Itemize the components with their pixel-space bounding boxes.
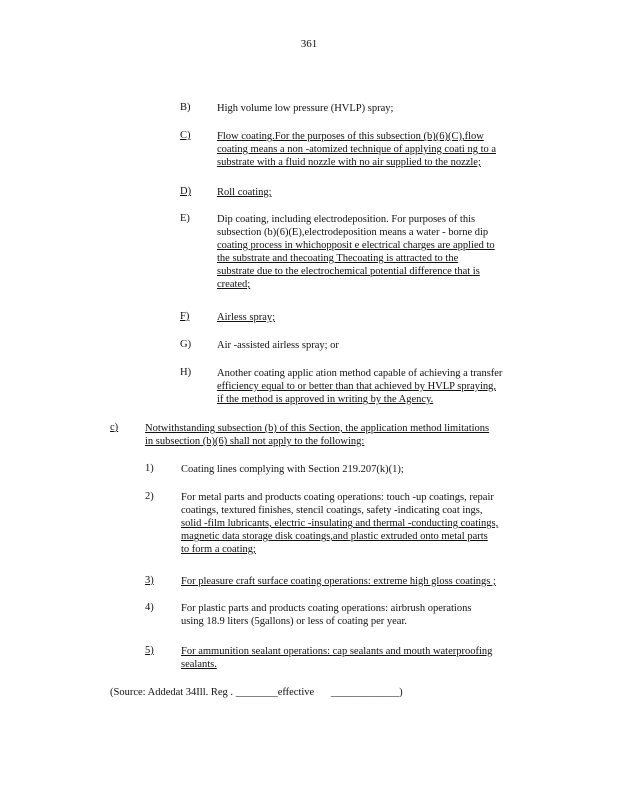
exemption-item-0-label: 1) <box>145 463 154 474</box>
clause-item-0-label: B) <box>180 102 191 113</box>
section-c-label: c) <box>110 422 119 433</box>
clause-item-6-label: H) <box>180 367 192 378</box>
exemption-item-1-text-line: magnetic data storage disk coatings,and plastic extruded onto metal parts <box>181 531 488 542</box>
clause-item-3-text-line: the substrate and thecoating Thecoating is attracted to the <box>217 253 459 264</box>
clause-item-1-text-line: coating means a non -atomized technique of applying coati ng to a <box>217 144 497 155</box>
clause-item-3-text-line: coating process in whichopposit e electrical charges are applied to <box>217 240 495 251</box>
page-number: 361 <box>300 38 318 50</box>
clause-item-3-text-line: substrate due to the electrochemical potential difference that is <box>217 266 480 277</box>
source-blank-date: ________ <box>235 687 278 698</box>
exemption-item-2-label: 3) <box>145 575 154 586</box>
exemption-item-1-label: 2) <box>145 491 154 502</box>
exemption-item-3-text-line: using 18.9 liters (5gallons) or less of coating per year. <box>181 616 407 627</box>
clause-item-6-text-line: efficiency equal to or better than that achieved by HVLP spraying, <box>217 381 497 392</box>
source-prefix: (Source: Addedat 34Ill. Reg . <box>110 687 234 698</box>
exemption-item-3-label: 4) <box>145 602 154 613</box>
clause-item-5-text-line: Air -assisted airless spray; or <box>217 340 339 351</box>
exemption-item-4-text-line: For ammunition sealant operations: cap sealants and mouth waterproofing <box>181 646 493 657</box>
source-blank-effective: _____________) <box>330 687 403 698</box>
exemption-item-1-text-line: to form a coating; <box>181 544 256 555</box>
exemption-item-4-text-line: sealants. <box>181 659 217 670</box>
exemption-item-3-text-line: For plastic parts and products coating operations: airbrush operations <box>181 603 472 614</box>
exemption-item-1-text-line: coatings, textured finishes, stencil coatings, safety -indicating coat ings, <box>181 505 483 516</box>
clause-item-3-text-line: created; <box>217 279 251 290</box>
exemption-item-0-text-line: Coating lines complying with Section 219.207(k)(1); <box>181 464 404 475</box>
clause-item-1-text-line: Flow coating.For the purposes of this subsection (b)(6)(C),flow <box>217 131 484 142</box>
clause-item-6-text-line: Another coating applic ation method capable of achieving a transfer <box>217 368 503 379</box>
source-effective: effective <box>277 687 315 698</box>
clause-item-5-label: G) <box>180 339 192 350</box>
clause-item-1-label: C) <box>180 130 191 141</box>
exemption-item-4-label: 5) <box>145 645 154 656</box>
clause-item-3-text-line: subsection (b)(6)(E),electrodeposition means a water - borne dip <box>217 227 489 238</box>
section-c-text-line: in subsection (b)(6) shall not apply to the following: <box>145 436 365 447</box>
clause-item-6-text-line: if the method is approved in writing by the Agency. <box>217 394 434 405</box>
clause-item-2-text-line: Roll coating; <box>217 187 272 198</box>
clause-item-4-text-line: Airless spray; <box>217 312 276 323</box>
exemption-item-1-text-line: For metal parts and products coating operations: touch -up coatings, repair <box>181 492 494 503</box>
clause-item-0-text-line: High volume low pressure (HVLP) spray; <box>217 103 394 114</box>
clause-item-4-label: F) <box>180 311 190 322</box>
clause-item-3-label: E) <box>180 213 190 224</box>
clause-item-3-text-line: Dip coating, including electrodeposition. For purposes of this <box>217 214 476 225</box>
exemption-item-1-text-line: solid -film lubricants, electric -insulating and thermal -conducting coatings, <box>181 518 499 529</box>
clause-item-2-label: D) <box>180 186 192 197</box>
section-c-text-line: Notwithstanding subsection (b) of this Section, the application method limitations <box>145 423 490 434</box>
source-note <box>110 686 403 699</box>
exemption-item-2-text-line: For pleasure craft surface coating operations: extreme high gloss coatings ; <box>181 576 496 587</box>
clause-item-1-text-line: substrate with a fluid nozzle with no air supplied to the nozzle; <box>217 157 481 168</box>
